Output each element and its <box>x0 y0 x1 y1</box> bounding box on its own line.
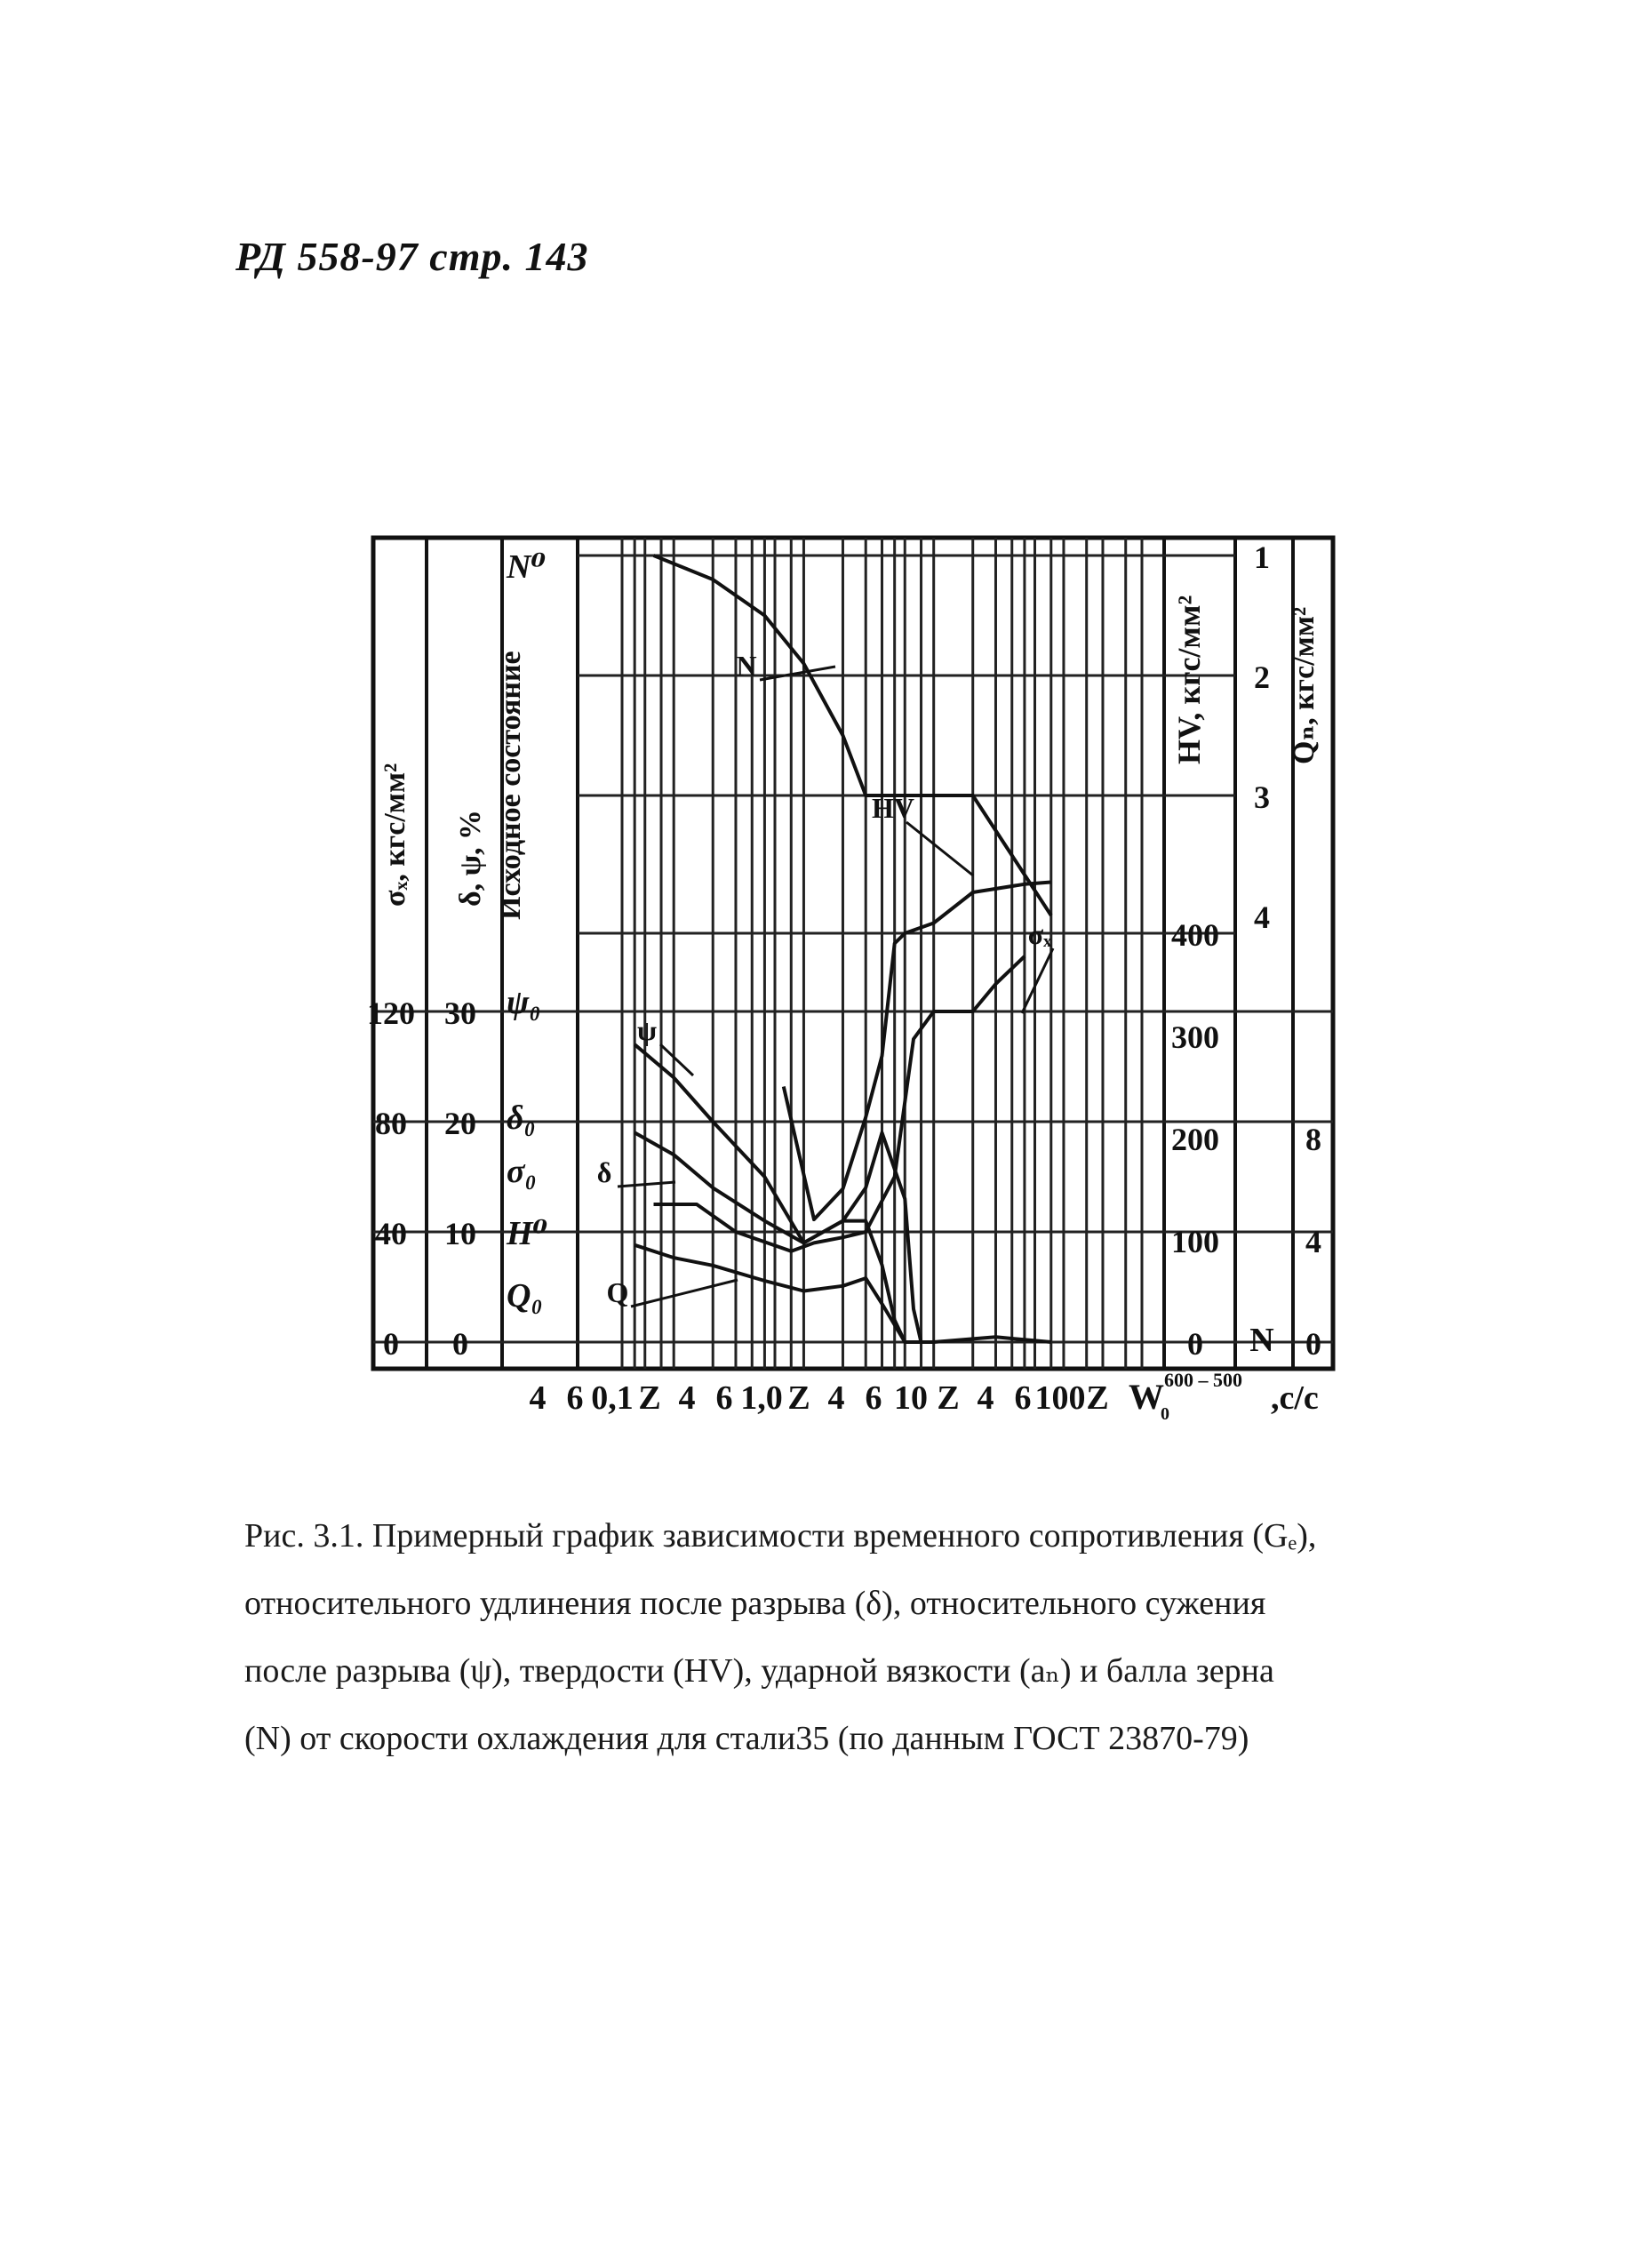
tick-label-hv: 400 <box>1171 917 1219 953</box>
tick-label-hv: 200 <box>1171 1122 1219 1157</box>
tick-label-sigma: 120 <box>367 995 415 1031</box>
x-tick-label: 6 <box>715 1379 733 1417</box>
x-axis-label-subscript: 0 <box>1161 1404 1169 1424</box>
tick-label-hv: 0 <box>1187 1326 1203 1362</box>
tick-label-n: 2 <box>1254 659 1270 695</box>
axis-label-initial-state: Исходное состояние <box>494 651 527 920</box>
axis-label-hv: HV, кгс/мм² <box>1171 595 1207 764</box>
curve-label: Q <box>606 1276 629 1308</box>
tick-label-n: 4 <box>1254 899 1270 935</box>
x-tick-label: Z <box>937 1379 960 1417</box>
tick-label-n: 1 <box>1254 540 1270 575</box>
curve-label: HV <box>872 792 914 824</box>
x-tick-label: 6 <box>566 1379 584 1417</box>
curve-label: δ <box>596 1156 612 1188</box>
initial-state-mark: N⁰ <box>507 548 547 586</box>
x-tick-label: 0,1 <box>591 1379 634 1417</box>
tick-label-delta-psi: 20 <box>444 1106 476 1141</box>
x-tick-label: 4 <box>529 1379 547 1417</box>
tick-label-sigma: 80 <box>375 1106 407 1141</box>
tick-label-delta-psi: 30 <box>444 995 476 1031</box>
initial-state-mark: ψ₀ <box>507 984 541 1021</box>
page-header: РД 558-97 стр. 143 <box>235 234 589 279</box>
x-tick-label: 4 <box>678 1379 696 1417</box>
x-axis-unit: ,c/c <box>1271 1379 1319 1417</box>
x-tick-label: Z <box>638 1379 661 1417</box>
axis-label-n: N <box>1249 1322 1274 1359</box>
initial-state-mark: H⁰ <box>507 1215 548 1252</box>
tick-label-q: 4 <box>1305 1224 1321 1259</box>
tick-label-n: 3 <box>1254 779 1270 815</box>
curve-label-leader <box>1022 948 1053 1013</box>
x-axis-label-superscript: 600 – 500 <box>1164 1369 1242 1391</box>
tick-label-delta-psi: 10 <box>444 1216 476 1251</box>
x-tick-label: 10 <box>894 1379 928 1417</box>
x-tick-label: Z <box>787 1379 810 1417</box>
series-line- <box>634 1132 905 1342</box>
figure-caption: Рис. 3.1. Примерный график зависимости временного сопротивления (Gₑ), относительного удлинения после разрыва (δ), относительного сужения после разрыва (ψ), твердости (HV), ударной вязкости (aₙ) и балла зерна (N) от скорости охлаждения для стали35 (по данным ГОСТ 23870-79) <box>244 1517 1317 1757</box>
curve-label: σₓ <box>1027 918 1052 950</box>
axis-label-q: Qₙ, кгс/мм² <box>1288 606 1321 764</box>
x-tick-label: 6 <box>1014 1379 1032 1417</box>
tick-label-sigma: 0 <box>383 1326 399 1362</box>
x-tick-label: 4 <box>827 1379 845 1417</box>
tick-label-delta-psi: 0 <box>452 1326 468 1362</box>
x-axis-label: W <box>1129 1377 1164 1417</box>
x-tick-label: Z <box>1086 1379 1109 1417</box>
tick-label-q: 0 <box>1305 1326 1321 1362</box>
tick-label-hv: 100 <box>1171 1224 1219 1259</box>
x-tick-label: 1,0 <box>740 1379 783 1417</box>
initial-state-mark: σ₀ <box>507 1153 537 1190</box>
x-tick-label: 4 <box>977 1379 994 1417</box>
curve-label-leader <box>760 667 835 680</box>
tick-label-q: 8 <box>1305 1122 1321 1157</box>
axis-label-delta-psi: δ, ψ, % <box>454 809 487 907</box>
x-tick-label: 100 <box>1034 1379 1086 1417</box>
curve-label-leader <box>618 1182 675 1187</box>
series-line- <box>654 956 1025 1251</box>
tick-label-sigma: 40 <box>375 1216 407 1251</box>
x-tick-label: 6 <box>865 1379 882 1417</box>
curve-label-leader <box>631 1280 738 1307</box>
initial-state-mark: Q₀ <box>507 1277 543 1315</box>
curve-label: ψ <box>636 1014 658 1046</box>
curve-label: N <box>736 650 757 682</box>
axis-label-sigma: σₓ, кгс/мм² <box>379 763 411 907</box>
curve-label-leader <box>906 822 973 875</box>
initial-state-mark: δ₀ <box>507 1099 536 1137</box>
tick-label-hv: 300 <box>1171 1019 1219 1055</box>
